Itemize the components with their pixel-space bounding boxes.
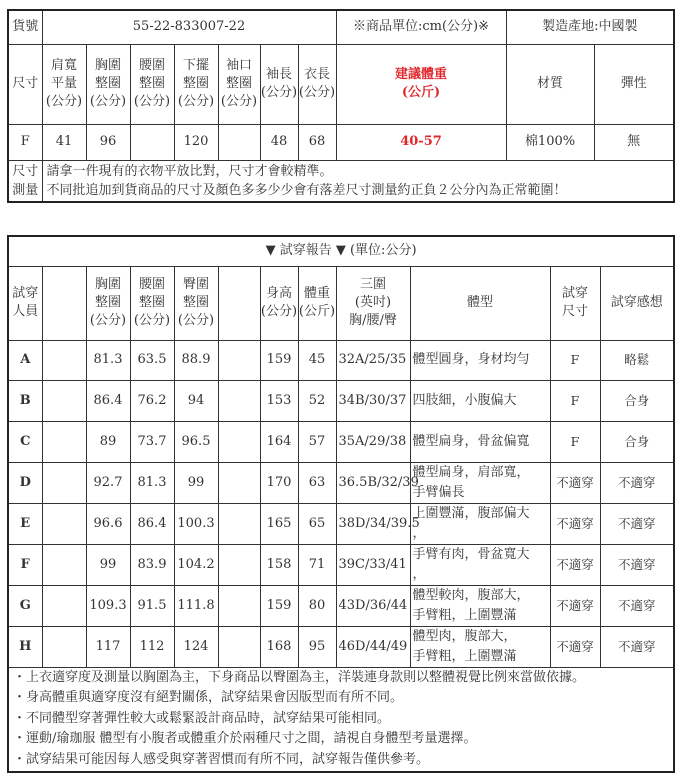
h-waist: 腰圍 整圈 (公分) — [130, 266, 174, 340]
val-hem: 120 — [174, 124, 218, 160]
row-weight: 63 — [298, 462, 336, 503]
row-weight: 45 — [298, 340, 336, 381]
row-body-type: 體型扁身，肩部寬， 手臂偏長 — [410, 462, 550, 503]
row-bust: 96.6 — [86, 503, 130, 544]
row-weight: 71 — [298, 544, 336, 585]
trial-report-table — [7, 235, 675, 773]
row-hip: 99 — [174, 462, 218, 503]
row-size: 不適穿 — [550, 585, 600, 626]
col-bust: 胸圍 整圈 (公分) — [86, 44, 130, 124]
row-feel: 不適穿 — [600, 503, 674, 544]
h-body: 體型 — [410, 266, 550, 340]
h-size: 試穿 尺寸 — [550, 266, 600, 340]
h-bust: 胸圍 整圈 (公分) — [86, 266, 130, 340]
row-size: F — [550, 381, 600, 422]
row-height: 159 — [260, 585, 298, 626]
trial-notes — [8, 667, 674, 771]
trial-row — [8, 340, 674, 381]
val-cuff — [218, 124, 260, 160]
origin: 製造產地:中國製 — [506, 10, 674, 44]
row-waist: 73.7 — [130, 421, 174, 462]
row-size: 不適穿 — [550, 503, 600, 544]
spec-note-2: 不同批追加到貨商品的尺寸及顏色多多少少會有落差尺寸測量約正負２公分內為正常範圍！ — [46, 182, 567, 198]
row-height: 158 — [260, 544, 298, 585]
val-stretch: 無 — [594, 124, 674, 160]
row-size: 不適穿 — [550, 462, 600, 503]
row-feel: 合身 — [600, 381, 674, 422]
row-person: C — [8, 421, 42, 462]
row-body-type: 四肢細，小腹偏大 — [410, 381, 550, 422]
row-feel: 不適穿 — [600, 544, 674, 585]
row-waist: 112 — [130, 626, 174, 667]
row-three: 43D/36/44 — [336, 585, 410, 626]
row-height: 159 — [260, 340, 298, 381]
row-hip: 100.3 — [174, 503, 218, 544]
col-cuff: 袖口 整圈 (公分) — [218, 44, 260, 124]
row-body-type: 體型肉，腹部大， 手臂粗，上圍豐滿 — [410, 626, 550, 667]
trial-note-4: ・運動/瑜珈服 體型有小腹者或體重介於兩種尺寸之間，請視自身體型考量選擇。 — [13, 731, 477, 747]
row-size: F — [550, 421, 600, 462]
h-three: 三圍 (英吋) 胸/腰/臀 — [336, 266, 410, 340]
row-bust: 92.7 — [86, 462, 130, 503]
row-feel: 不適穿 — [600, 462, 674, 503]
trial-note-5: ・試穿結果可能因每人感受與穿著習慣而有所不同，試穿報告僅供參考。 — [13, 751, 430, 767]
trial-row — [8, 626, 674, 667]
h-hip: 臀圍 整圈 (公分) — [174, 266, 218, 340]
trial-note-1: ・上衣適穿度及測量以胸圍為主，下身商品以臀圍為主，洋裝連身款則以整體視覺比例來當做依據。 — [13, 669, 586, 685]
row-hip: 124 — [174, 626, 218, 667]
val-weight: 40-57 — [336, 124, 506, 160]
row-size: F — [8, 124, 42, 160]
h-person: 試穿 人員 — [8, 266, 42, 340]
row-waist: 81.3 — [130, 462, 174, 503]
unit-label: ※商品單位:cm(公分)※ — [336, 10, 506, 44]
size-label: 尺寸 — [8, 44, 42, 124]
spec-note-1: 請拿一件現有的衣物平放比對，尺寸才會較精準。 — [46, 163, 333, 179]
row-three: 46D/44/49 — [336, 626, 410, 667]
row-body-type: 體型較肉，腹部大， 手臂粗，上圍豐滿 — [410, 585, 550, 626]
col-sleeve: 袖長 (公分) — [260, 44, 298, 124]
row-waist: 76.2 — [130, 381, 174, 422]
row-waist: 86.4 — [130, 503, 174, 544]
h-feel: 試穿感想 — [600, 266, 674, 340]
row-person: E — [8, 503, 42, 544]
row-bust: 89 — [86, 421, 130, 462]
val-shoulder: 41 — [42, 124, 86, 160]
row-hip: 111.8 — [174, 585, 218, 626]
row-three: 38D/34/39.5 — [336, 503, 410, 544]
row-bust: 109.3 — [86, 585, 130, 626]
spec-notes — [42, 160, 674, 202]
row-person: F — [8, 544, 42, 585]
row-hip: 88.9 — [174, 340, 218, 381]
trial-note-2: ・身高體重與適穿度沒有絕對關係，試穿結果會因版型而有所不同。 — [13, 690, 404, 706]
row-feel: 合身 — [600, 421, 674, 462]
val-material: 棉100% — [506, 124, 594, 160]
val-length: 68 — [298, 124, 336, 160]
row-size: 不適穿 — [550, 544, 600, 585]
val-bust: 96 — [86, 124, 130, 160]
row-bust: 99 — [86, 544, 130, 585]
row-height: 165 — [260, 503, 298, 544]
h-height: 身高 (公分) — [260, 266, 298, 340]
row-three: 35A/29/38 — [336, 421, 410, 462]
trial-row — [8, 462, 674, 503]
stretch-label: 彈性 — [594, 44, 674, 124]
trial-row — [8, 585, 674, 626]
row-person: G — [8, 585, 42, 626]
row-weight: 52 — [298, 381, 336, 422]
col-shoulder: 肩寬 平量 (公分) — [42, 44, 86, 124]
item-no: 55-22-833007-22 — [42, 10, 336, 44]
col-length: 衣長 (公分) — [298, 44, 336, 124]
row-body-type: 手臂有肉，骨盆寬大 ， — [410, 544, 550, 585]
row-waist: 91.5 — [130, 585, 174, 626]
trial-row — [8, 503, 674, 544]
row-three: 39C/33/41 — [336, 544, 410, 585]
size-spec-table — [7, 9, 675, 203]
trial-row — [8, 381, 674, 422]
row-three: 32A/25/35 — [336, 340, 410, 381]
col-hem: 下擺 整圈 (公分) — [174, 44, 218, 124]
row-hip: 104.2 — [174, 544, 218, 585]
row-height: 164 — [260, 421, 298, 462]
val-waist — [130, 124, 174, 160]
h-weight: 體重 (公斤) — [298, 266, 336, 340]
row-bust: 86.4 — [86, 381, 130, 422]
val-sleeve: 48 — [260, 124, 298, 160]
row-weight: 65 — [298, 503, 336, 544]
row-hip: 94 — [174, 381, 218, 422]
row-person: A — [8, 340, 42, 381]
row-waist: 83.9 — [130, 544, 174, 585]
row-feel: 不適穿 — [600, 585, 674, 626]
row-feel: 不適穿 — [600, 626, 674, 667]
weight-label: 建議體重 (公斤) — [336, 44, 506, 124]
row-size: 不適穿 — [550, 626, 600, 667]
row-person: B — [8, 381, 42, 422]
note-label: 尺寸 測量 — [8, 160, 42, 202]
row-bust: 81.3 — [86, 340, 130, 381]
material-label: 材質 — [506, 44, 594, 124]
row-three: 34B/30/37 — [336, 381, 410, 422]
row-hip: 96.5 — [174, 421, 218, 462]
row-height: 153 — [260, 381, 298, 422]
row-person: D — [8, 462, 42, 503]
trial-row — [8, 544, 674, 585]
col-waist: 腰圍 整圈 (公分) — [130, 44, 174, 124]
row-height: 168 — [260, 626, 298, 667]
trial-row — [8, 421, 674, 462]
row-bust: 117 — [86, 626, 130, 667]
row-three: 36.5B/32/39 — [336, 462, 410, 503]
row-size: F — [550, 340, 600, 381]
item-no-label: 貨號 — [8, 10, 42, 44]
trial-note-3: ・不同體型穿著彈性較大或鬆緊設計商品時，試穿結果可能相同。 — [13, 710, 391, 726]
trial-title: ▼ 試穿報告 ▼ (單位:公分) — [8, 236, 674, 266]
row-person: H — [8, 626, 42, 667]
row-body-type: 上圍豐滿，腹部偏大 ， — [410, 503, 550, 544]
row-waist: 63.5 — [130, 340, 174, 381]
row-height: 170 — [260, 462, 298, 503]
row-weight: 80 — [298, 585, 336, 626]
row-weight: 57 — [298, 421, 336, 462]
row-weight: 95 — [298, 626, 336, 667]
row-feel: 略鬆 — [600, 340, 674, 381]
row-body-type: 體型扁身，骨盆偏寬 — [410, 421, 550, 462]
row-body-type: 體型圓身，身材均勻 — [410, 340, 550, 381]
